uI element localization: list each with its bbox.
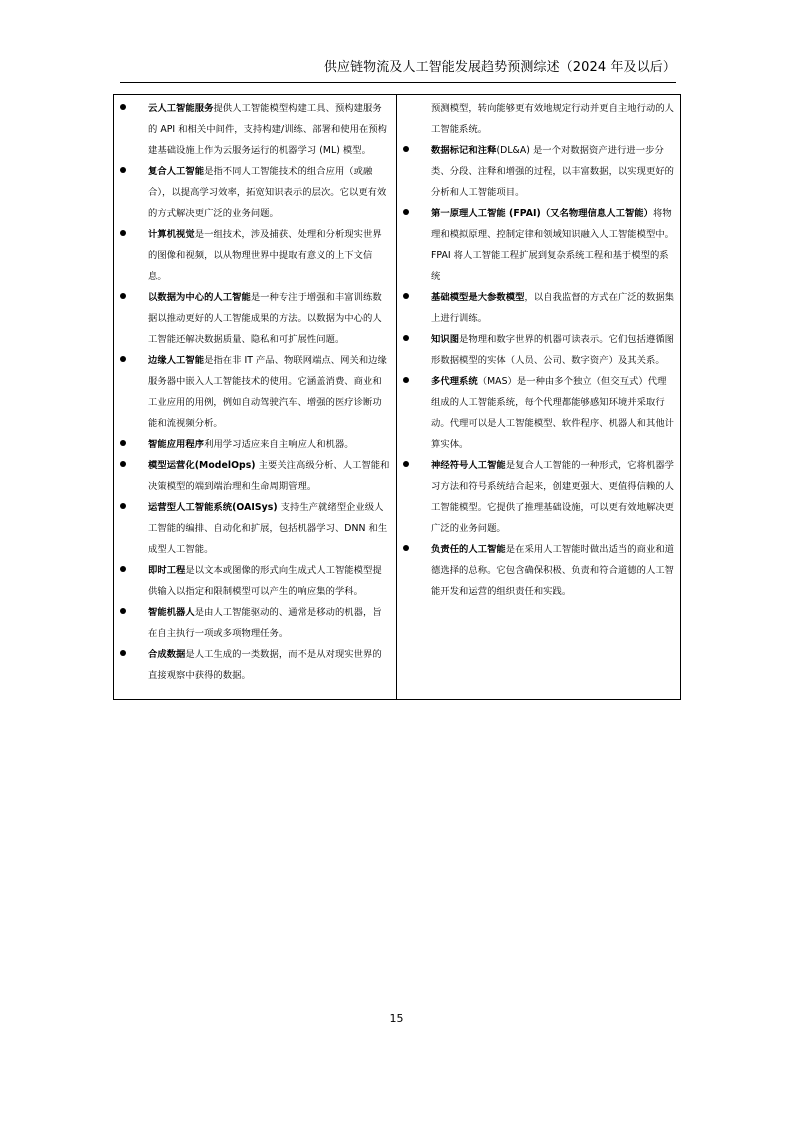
term-label: 边缘人工智能 (148, 355, 205, 366)
bullet-icon (403, 545, 409, 551)
bullet-icon (120, 167, 126, 173)
term-label: 计算机视觉 (148, 229, 195, 240)
term-description: 是一组技术，涉及捕获、处理和分析现实世界的图像和视频，以从物理世界中提取有意义的上下文信息。 (148, 229, 382, 282)
term-label: 云人工智能服务 (148, 103, 214, 114)
bullet-icon (120, 440, 126, 446)
header-divider (120, 82, 676, 83)
page-number: 15 (389, 1012, 404, 1025)
bullet-icon (120, 230, 126, 236)
bullet-icon (120, 503, 126, 509)
list-item (120, 350, 390, 434)
list-item (120, 434, 390, 455)
term-description: 支持生产就绪型企业级人工智能的编排、自动化和扩展，包括机器学习、DNN 和生成型人工智能。 (148, 502, 388, 555)
term-description: 利用学习适应来自主响应人和机器。 (204, 439, 354, 450)
bullet-icon (120, 293, 126, 299)
term-description: (DL&A) 是一个对数据资产进行进一步分类、分段、注释和增强的过程，以丰富数据，以实现更好的分析和人工智能项目。 (431, 145, 675, 198)
term-label: 即时工程 (148, 565, 186, 576)
term-description: 将物理和模拟原理、控制定律和领域知识融入人工智能模型中。FPAI 将人工智能工程扩展到复杂系统工程和基于模型的系统 (431, 208, 675, 282)
term-description: 是指在非 IT 产品、物联网端点、网关和边缘服务器中嵌入人工智能技术的使用。它涵盖消费、商业和工业应用的用例，例如自动驾驶汽车、增强的医疗诊断功能和流视频分析。 (148, 355, 387, 429)
term-label: 多代理系统 (431, 376, 478, 387)
bullet-icon (120, 566, 126, 572)
left-column (120, 98, 390, 686)
bullet-icon (120, 461, 126, 467)
term-label: 第一原理人工智能 (FPAI)（又名物理信息人工智能） (431, 208, 653, 219)
term-description: 是由人工智能驱动的、通常是移动的机器，旨在自主执行一项或多项物理任务。 (148, 607, 382, 639)
list-item (120, 161, 390, 224)
term-description: 提供人工智能模型构建工具、预构建服务的 API 和相关中间件，支持构建/训练、部署和使用在预构建基础设施上作为云服务运行的机器学习 (ML) 模型。 (148, 103, 388, 156)
bullet-icon (403, 209, 409, 215)
list-item (120, 497, 390, 560)
list-item (120, 98, 390, 161)
list-item (120, 644, 390, 686)
list-item (403, 287, 675, 329)
right-column (403, 98, 675, 602)
list-item (120, 287, 390, 350)
list-item (403, 371, 675, 455)
term-label: 模型运营化(ModelOps) (148, 460, 256, 471)
term-label: 神经符号人工智能 (431, 460, 506, 471)
term-label: 数据标记和注释 (431, 145, 497, 156)
term-label: 复合人工智能 (148, 166, 205, 177)
page-header-title: 供应链物流及人工智能发展趋势预测综述（2024 年及以后） (323, 60, 676, 75)
term-description: 是以文本或图像的形式向生成式人工智能模型提供输入以指定和限制模型可以产生的响应集的学科。 (148, 565, 382, 597)
term-description: 是复合人工智能的一种形式，它将机器学习方法和符号系统结合起来，创建更强大、更值得信赖的人工智能模型。它提供了推理基础设施，可以更有效地解决更广泛的业务问题。 (431, 460, 675, 534)
term-description: 是物理和数字世界的机器可读表示。它们包括遵循图形数据模型的实体（人员、公司、数字资产）及其关系。 (431, 334, 675, 366)
continued-text: 预测模型，转向能够更有效地规定行动并更自主地行动的人工智能系统。 (431, 103, 675, 135)
term-description: 是指不同人工智能技术的组合应用（或融合），以提高学习效率，拓宽知识表示的层次。它以更有效的方式解决更广泛的业务问题。 (148, 166, 387, 219)
term-description: 是人工生成的一类数据，而不是从对现实世界的直接观察中获得的数据。 (148, 649, 382, 681)
list-item (403, 203, 675, 287)
bullet-icon (120, 608, 126, 614)
bullet-icon (120, 356, 126, 362)
term-label: 智能机器人 (148, 607, 195, 618)
bullet-icon (403, 461, 409, 467)
list-item (120, 455, 390, 497)
list-item (120, 602, 390, 644)
term-description: 是在采用人工智能时做出适当的商业和道德选择的总称。它包含确保积极、负责和符合道德的人工智能开发和运营的组织责任和实践。 (431, 544, 675, 597)
term-label: 基础模型是大参数模型 (431, 292, 525, 303)
list-item (120, 560, 390, 602)
term-label: 以数据为中心的人工智能 (148, 292, 251, 303)
list-item (403, 329, 675, 371)
bullet-icon (120, 650, 126, 656)
term-description: ，以自我监督的方式在广泛的数据集上进行训练。 (431, 292, 675, 324)
term-label: 合成数据 (148, 649, 186, 660)
bullet-icon (403, 377, 409, 383)
list-item (403, 140, 675, 203)
term-description: （MAS）是一种由多个独立（但交互式）代理组成的人工智能系统，每个代理都能够感知环境并采取行动。代理可以是人工智能模型、软件程序、机器人和其他计算实体。 (431, 376, 675, 450)
bullet-icon (403, 293, 409, 299)
term-description: 是一种专注于增强和丰富训练数据以推动更好的人工智能成果的方法。以数据为中心的人工智能还解决数据质量、隐私和可扩展性问题。 (148, 292, 382, 345)
bullet-icon (403, 335, 409, 341)
term-description: 主要关注高级分析、人工智能和决策模型的端到端治理和生命周期管理。 (148, 460, 390, 492)
list-item (120, 224, 390, 287)
term-label: 智能应用程序 (148, 439, 205, 450)
term-label: 负责任的人工智能 (431, 544, 506, 555)
list-item (403, 539, 675, 602)
bullet-icon (403, 146, 409, 152)
term-label: 知识图 (431, 334, 460, 345)
term-label: 运营型人工智能系统(OAISys) (148, 502, 278, 513)
column-divider (396, 94, 397, 700)
bullet-icon (120, 104, 126, 110)
list-item (403, 455, 675, 539)
